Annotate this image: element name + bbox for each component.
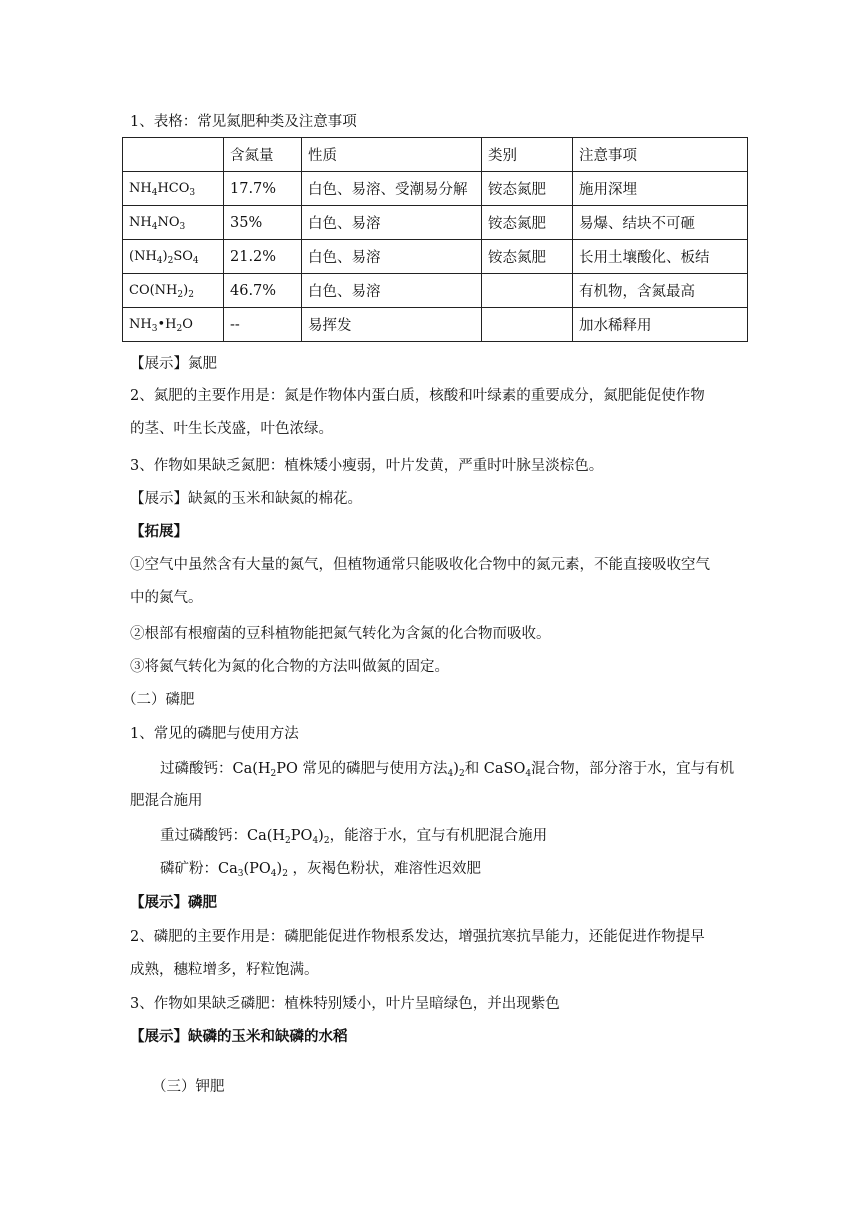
- nitrogen-role-line-2: 的茎、叶生长茂盛，叶色浓绿。: [130, 421, 333, 437]
- extension-heading: 【拓展】: [130, 523, 188, 540]
- formula-cell: $NH_4HCO_3$: [123, 172, 224, 206]
- phosphate-role-line-2: 成熟，穗粒增多，籽粒饱满。: [130, 962, 319, 978]
- extension-item-2: ②根部有根瘤菌的豆科植物能把氮气转化为含氮的化合物而吸收。: [130, 626, 551, 642]
- showcase-phosphate-deficiency: 【展示】缺磷的玉米和缺磷的水稻: [130, 1028, 348, 1045]
- extension-item-1-line-2: 中的氮气。: [130, 590, 203, 606]
- table-row: [123, 274, 748, 308]
- phosphate-common-heading: 1、常见的磷肥与使用方法: [130, 726, 299, 742]
- header-cell: 注意事项: [573, 138, 748, 172]
- property-cell: 白色、易溶: [302, 206, 482, 240]
- table-title: 1、表格：常见氮肥种类及注意事项: [130, 114, 357, 130]
- nitrogen-role-line-1: 2、氮肥的主要作用是：氮是作物体内蛋白质，核酸和叶绿素的重要成分，氮肥能促使作物: [130, 388, 705, 404]
- note-cell: 易爆、结块不可砸: [573, 206, 748, 240]
- note-cell: 长用土壤酸化、板结: [573, 240, 748, 274]
- category-cell: 铵态氮肥: [482, 240, 573, 274]
- showcase-phosphate: 【展示】磷肥: [130, 894, 217, 911]
- property-cell: 易挥发: [302, 308, 482, 342]
- formula-cell: $CO(NH_2)_2$: [123, 274, 224, 308]
- table-row: [123, 206, 748, 240]
- phosphate-role-line-1: 2、磷肥的主要作用是：磷肥能促进作物根系发达，增强抗寒抗旱能力，还能促进作物提早: [130, 929, 705, 945]
- nitrogen-fertilizer-table: [122, 137, 748, 342]
- category-cell: 铵态氮肥: [482, 206, 573, 240]
- nitrogen-content-cell: 21.2%: [224, 240, 302, 274]
- formula-cell: $NH_4NO_3$: [123, 206, 224, 240]
- header-cell: 性质: [302, 138, 482, 172]
- table-header-row: [123, 138, 748, 172]
- showcase-nitrogen-deficiency: 【展示】缺氮的玉米和缺氮的棉花。: [130, 491, 362, 507]
- showcase-nitrogen: 【展示】氮肥: [130, 356, 217, 372]
- phosphate-deficiency: 3、作物如果缺乏磷肥：植株特别矮小，叶片呈暗绿色，并出现紫色: [130, 996, 560, 1012]
- note-cell: 加水稀释用: [573, 308, 748, 342]
- category-cell: 铵态氮肥: [482, 172, 573, 206]
- nitrogen-content-cell: --: [224, 308, 302, 342]
- nitrogen-content-cell: 35%: [224, 206, 302, 240]
- extension-item-1-line-1: ①空气中虽然含有大量的氮气，但植物通常只能吸收化合物中的氮元素，不能直接吸收空气: [130, 557, 710, 573]
- section-potash-heading: （三）钾肥: [152, 1079, 225, 1095]
- table-row: [123, 308, 748, 342]
- header-cell: 含氮量: [224, 138, 302, 172]
- table-row: [123, 172, 748, 206]
- nitrogen-content-cell: 46.7%: [224, 274, 302, 308]
- header-cell: 类别: [482, 138, 573, 172]
- note-cell: 施用深埋: [573, 172, 748, 206]
- property-cell: 白色、易溶: [302, 274, 482, 308]
- formula-cell: $NH_3•H_2O$: [123, 308, 224, 342]
- section-phosphate-heading: （二）磷肥: [122, 692, 195, 708]
- superphosphate-line-2: 肥混合施用: [130, 793, 203, 809]
- category-cell: [482, 274, 573, 308]
- extension-item-3: ③将氮气转化为氮的化合物的方法叫做氮的固定。: [130, 659, 449, 675]
- category-cell: [482, 308, 573, 342]
- header-cell: [123, 138, 224, 172]
- property-cell: 白色、易溶、受潮易分解: [302, 172, 482, 206]
- table-row: [123, 240, 748, 274]
- formula-cell: $(NH_4)_2SO_4$: [123, 240, 224, 274]
- nitrogen-content-cell: 17.7%: [224, 172, 302, 206]
- superphosphate-line-1: 过磷酸钙：$Ca(H_2PO$ 常见的磷肥与使用方法$_4)_2$和 CaSO$_4$混合物，部分溶于水，宜与有机: [160, 761, 735, 779]
- phosphate-rock-powder: 磷矿粉：$Ca_3(PO_4)_2$ ，灰褐色粉状，难溶性迟效肥: [160, 861, 482, 879]
- triple-superphosphate: 重过磷酸钙：$Ca(H_2PO_4)_2$，能溶于水，宜与有机肥混合施用: [160, 828, 548, 846]
- nitrogen-deficiency: 3、作物如果缺乏氮肥：植株矮小瘦弱，叶片发黄，严重时叶脉呈淡棕色。: [130, 458, 604, 474]
- note-cell: 有机物，含氮最高: [573, 274, 748, 308]
- property-cell: 白色、易溶: [302, 240, 482, 274]
